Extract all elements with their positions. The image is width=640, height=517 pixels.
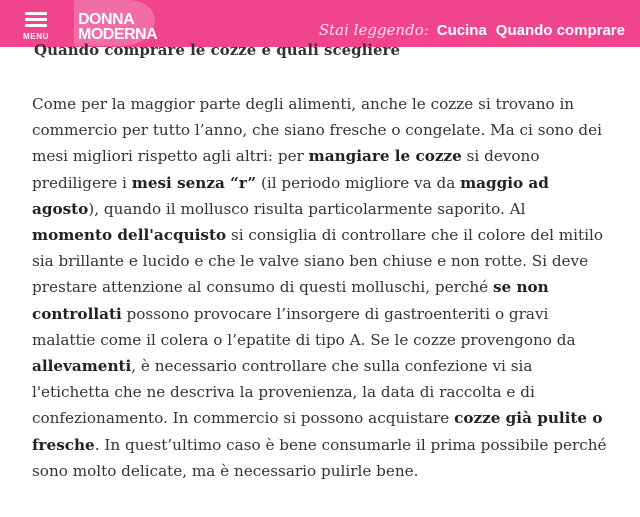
bold-phrase: maggio ad agosto — [32, 173, 549, 218]
bold-phrase: cozze già pulite o fresche — [32, 409, 603, 454]
text-run: si consiglia di controllare che il colore del mitilo sia brillante e lucido e che le valve siano ben chiuse e non rotte. Si deve prestare attenzione al consumo di questi molluschi, perché — [32, 226, 603, 297]
text-run: ), quando il mollusco risulta particolarmente saporito. Al — [88, 199, 526, 218]
hamburger-icon — [25, 12, 47, 28]
article-section-heading: Quando comprare le cozze e quali scegliere — [34, 41, 400, 59]
logo-text-donna: DONNA — [78, 11, 135, 28]
text-run: . In quest’ultimo caso è bene consumarle il prima possibile perché sono molto delicate, ma è necessario pulirle bene. — [32, 435, 607, 480]
menu-button[interactable] — [0, 0, 70, 47]
bold-phrase: allevamenti — [32, 357, 132, 376]
article-paragraph — [32, 91, 610, 484]
top-bar — [0, 0, 640, 47]
logo-text-moderna: MODERNA — [78, 26, 158, 43]
text-run: (il periodo migliore va da — [256, 173, 461, 192]
breadcrumb-cucina[interactable]: Cucina — [436, 22, 487, 39]
breadcrumb-quando-comprare[interactable]: Quando comprare — [495, 22, 625, 39]
text-run: possono provocare l’insorgere di gastroenteriti o gravi malattie come il colera o l’epatite di tipo A. Se le cozze provengono da — [32, 304, 576, 349]
bold-phrase: momento dell'acquisto — [32, 226, 227, 245]
text-run: si devono prediligere i — [32, 147, 540, 192]
bold-phrase: mesi senza “r” — [131, 173, 257, 192]
donna-moderna-logo[interactable] — [74, 0, 166, 47]
text-run: , è necessario controllare che sulla confezione vi sia l'etichetta che ne descriva la provenienza, la data di raccolta e di confezionamento. In commercio si possono acquistare — [32, 357, 535, 428]
reading-breadcrumb — [319, 21, 634, 40]
menu-label: MENU — [23, 32, 49, 41]
text-run: Come per la maggior parte degli alimenti, anche le cozze si trovano in commercio per tutto l’anno, che siano fresche o congelate. Ma ci sono dei mesi migliori rispetto agli altri: per — [32, 95, 602, 166]
bold-phrase: se non controllati — [32, 278, 549, 323]
bold-phrase: mangiare le cozze — [308, 147, 462, 166]
reading-label: Stai leggendo: — [318, 21, 429, 39]
